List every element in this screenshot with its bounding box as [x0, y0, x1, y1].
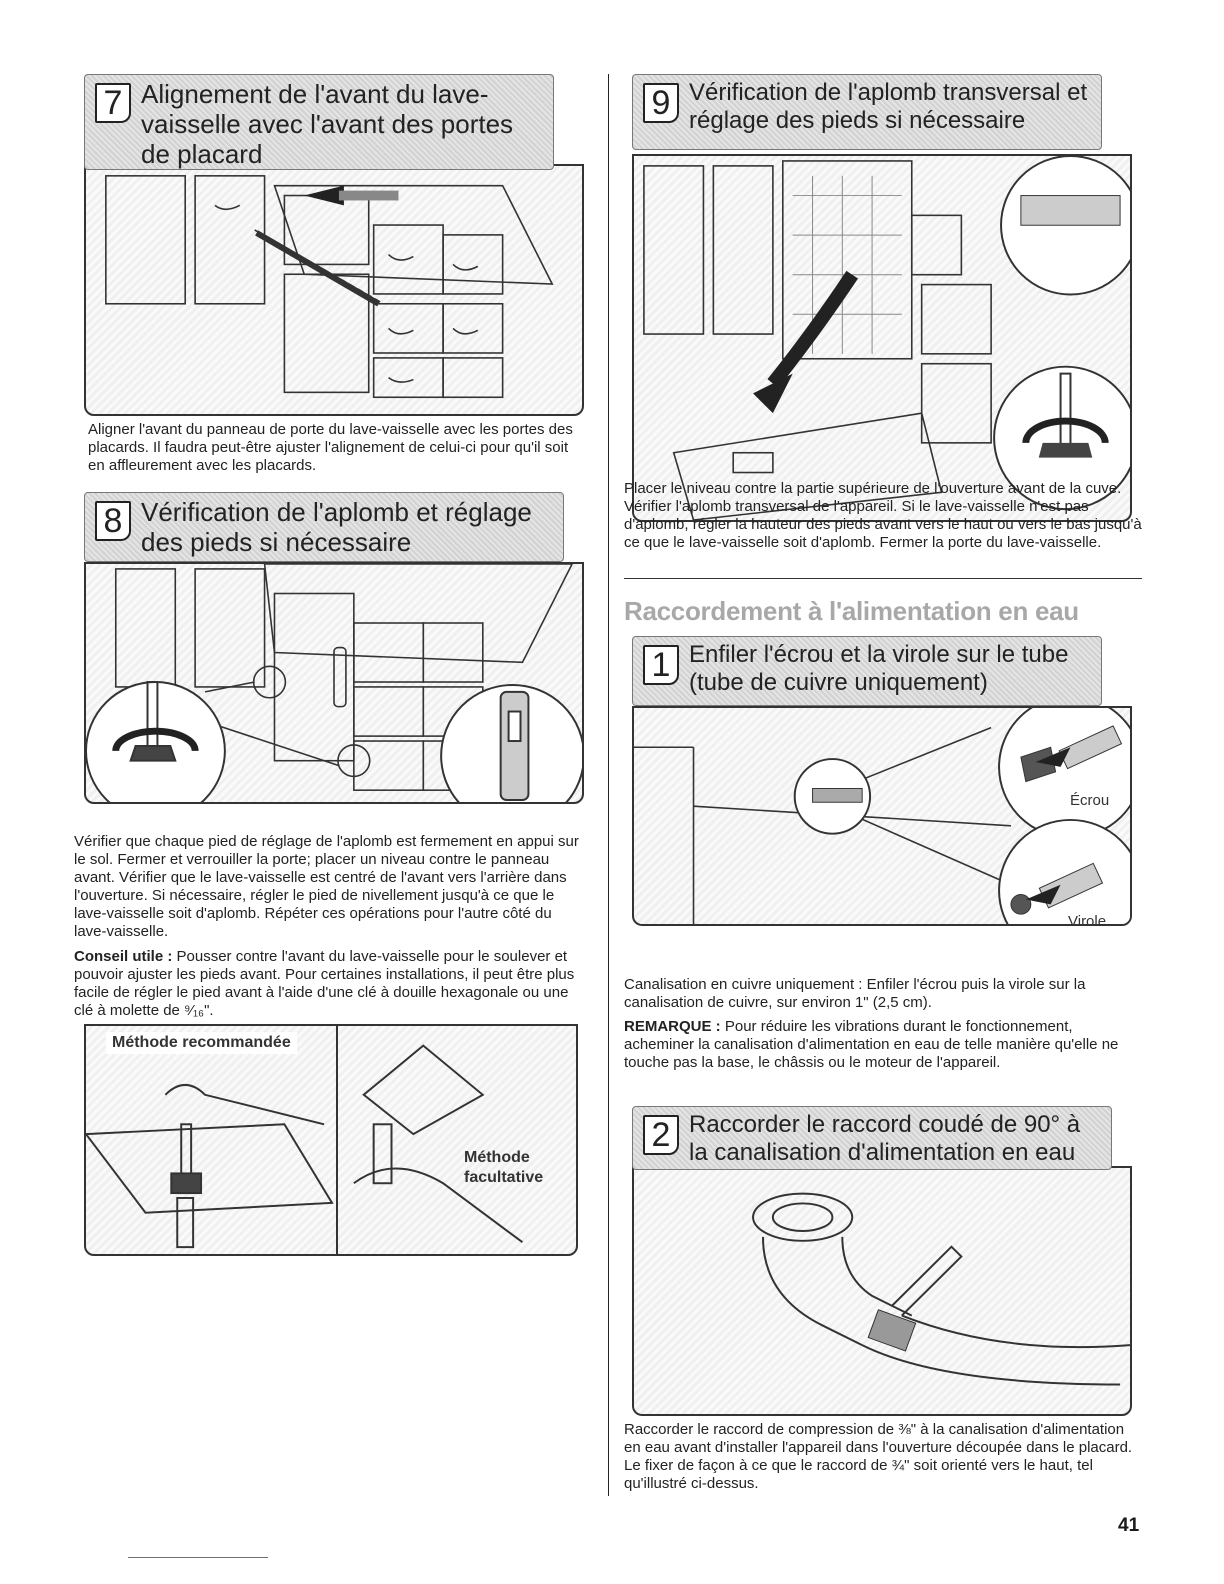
step-9: [632, 74, 1132, 474]
tip-label: Conseil utile :: [74, 948, 173, 965]
water-step-1-header: [632, 636, 1102, 706]
water-step-2-number: 2: [643, 1115, 679, 1155]
water-step-2-header: [632, 1106, 1112, 1170]
method-recommended-label: Méthode recommandée: [106, 1032, 297, 1054]
water-step-2: [632, 1106, 1132, 1416]
section-title: Raccordement à l'alimentation en eau: [624, 596, 1079, 626]
page-number: 41: [1118, 1515, 1140, 1536]
step-9-illustration: [632, 154, 1132, 522]
water-step-2-text: Raccorder le raccord de compression de ⅜" à la canalisation d'alimentation en eau avant d'installer l'appareil dans l'ouverture découpée dans le placard. Le fixer de façon à ce que le raccord de ¾" soit orienté vers le haut, tel qu'illustré ci-dessus.: [624, 1421, 1133, 1492]
tip-text: Pousser contre l'avant du lave-vaisselle pour le soulever et pouvoir ajuster les pieds avant. Pour certaines installations, il peut être plus facile de régler le pied avant à l'aide d'une clé à douille hexagonale ou une clé à molette de ⁹⁄₁₆".: [74, 948, 575, 1019]
step-8-number: 8: [95, 501, 131, 541]
step-8-header: [84, 492, 564, 562]
method-optional-label: [464, 1148, 543, 1188]
step-7-text: Aligner l'avant du panneau de porte du lave-vaisselle avec les portes des placards. Il faudra peut-être ajuster l'alignement de celui-ci pour qu'il soit en affleurement avec les placards.: [88, 421, 573, 474]
water-step-1-text: Canalisation en cuivre uniquement : Enfiler l'écrou puis la virole sur la canalisation de cuivre, sur environ 1" (2,5 cm).: [624, 976, 1086, 1011]
section-rule: [624, 578, 1142, 579]
water-step-1-note: [624, 1018, 1142, 1072]
footer-link-line: [128, 1557, 268, 1558]
step-9-header: [632, 74, 1102, 150]
step-8: [84, 492, 584, 804]
step-9-number: 9: [643, 83, 679, 123]
step-7-illustration: [84, 164, 584, 416]
water-step-1-number: 1: [643, 645, 679, 685]
water-step-1-illustration: [632, 706, 1132, 926]
step-8-title: Vérification de l'aplomb et réglage des pieds si nécessaire: [141, 497, 532, 557]
note-label: REMARQUE :: [624, 1018, 721, 1035]
step-9-text: Placer le niveau contre la partie supérieure de l'ouverture avant de la cuve. Vérifier l'aplomb transversal de l'appareil. Si le lave-vaisselle n'est pas d'aplomb, régler la hauteur des pieds avant vers le haut ou vers le bas jusqu'à ce que le lave-vaisselle soit d'aplomb. Fermer la porte du lave-vaisselle.: [624, 480, 1142, 551]
label-ferrule: Virole: [1068, 913, 1107, 930]
column-divider: [608, 74, 609, 1496]
method-optional-line2: facultative: [464, 1169, 544, 1186]
method-optional-line1: Méthode: [464, 1149, 530, 1166]
step-7: [84, 74, 584, 416]
water-step-2-title: Raccorder le raccord coudé de 90° à la canalisation d'alimentation en eau: [689, 1111, 1081, 1166]
methods-illustration: [84, 1024, 578, 1256]
note-text: Pour réduire les vibrations durant le fonctionnement, acheminer la canalisation d'alimentation en eau de telle manière qu'elle ne touche pas la base, le châssis ou le moteur de l'appareil.: [624, 1018, 1119, 1071]
water-step-1-title: Enfiler l'écrou et la virole sur le tube (tube de cuivre uniquement): [689, 641, 1069, 696]
step-7-header: [84, 74, 554, 170]
water-step-2-illustration: [632, 1166, 1132, 1416]
label-nut: Écrou: [1070, 792, 1110, 809]
step-7-number: 7: [95, 83, 131, 123]
water-step-1: [632, 636, 1132, 954]
step-8-tip: [74, 948, 588, 1020]
step-8-text: Vérifier que chaque pied de réglage de l'aplomb est fermement en appui sur le sol. Fermer et verrouiller la porte; placer un niveau contre le panneau avant. Vérifier que le lave-vaisselle est centré de l'avant vers l'arrière dans l'ouverture. Si nécessaire, régler le pied de nivellement jusqu'à ce que le lave-vaisselle soit d'aplomb. Répéter ces opérations pour l'autre côté du lave-vaisselle.: [74, 833, 579, 940]
step-8-illustration: [84, 562, 584, 804]
step-9-title: Vérification de l'aplomb transversal et réglage des pieds si nécessaire: [689, 79, 1088, 134]
step-7-title: Alignement de l'avant du lave-vaisselle avec l'avant des portes de placard: [141, 79, 514, 169]
